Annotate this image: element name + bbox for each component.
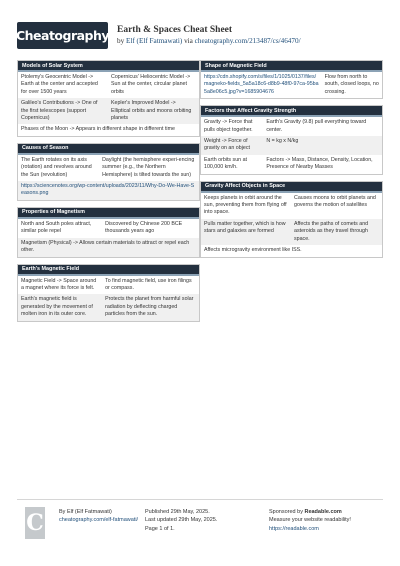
page-count: Page 1 of 1. — [145, 525, 175, 532]
logo-text: Cheatography — [15, 28, 110, 43]
footer-author-block: By Elf (Elf Fatmawati) cheatography.com/elf-fatmawati/ — [59, 509, 139, 524]
left-column — [17, 60, 200, 328]
table-cell: North and South poles attract, similar pole repel — [21, 220, 92, 235]
table-cell: Factors -> Mass, Distance, Density, Location, Presence of Nearby Masses — [266, 156, 373, 171]
table-cell: Earth's Gravity (9.8) pull everything toward center. — [266, 119, 367, 133]
table-cell: N = kg x N/kg — [266, 138, 299, 145]
table-cell: Copernicus' Heliocentric Model -> Sun at the center, circular planet orbits — [111, 74, 191, 95]
table-row — [201, 117, 382, 136]
table-row — [18, 98, 199, 124]
section-gravity-affect-objects — [200, 181, 383, 258]
table-cell: The Earth rotates on its axis (rotation) and revolves around the Sun (revolution) — [21, 156, 92, 178]
cheatography-footer-logo — [25, 507, 45, 539]
magnetic-field-image-link[interactable]: https://cdn.shopify.com/s/files/1/1025/0137/files/magneko-fields_5a5a18c6-d8b9-48f0-97ca-95ba5a8e06c5.jpg?v=1685904676 — [204, 74, 319, 95]
sheet-url-link[interactable]: cheatography.com/213487/cs/46470/ — [194, 37, 301, 45]
table-cell: Affects the paths of comets and asteroids as they travel through space. — [294, 220, 369, 242]
table-cell: Keeps planets in orbit around the sun, preventing them from flying off into space. — [204, 194, 287, 216]
sponsor-tagline: Measure your website readability! — [269, 517, 351, 524]
table-cell: Galileo's Contributions -> One of the first telescopes (support Copernicus) — [21, 100, 98, 122]
table-cell: Causes moons to orbit planets and governs the motion of satellites — [294, 194, 376, 209]
published-date: Published 29th May, 2025. — [145, 509, 210, 515]
section-title: Earth's Magnetic Field — [18, 265, 199, 276]
seasons-image-link[interactable]: https://sciencenotes.org/wp-content/uploads/2023/11/Why-Do-We-Have-Seasons.png — [18, 181, 199, 200]
footer-author-link[interactable]: cheatography.com/elf-fatmawati/ — [59, 517, 139, 524]
table-cell: Gravity -> Force that pulls object together. — [204, 119, 253, 133]
footer-logo-letter: C — [26, 510, 44, 536]
section-factors-gravity-strength — [200, 105, 383, 174]
footer — [17, 499, 383, 547]
table-row — [201, 193, 382, 219]
table-row — [201, 72, 382, 98]
table-row — [201, 136, 382, 155]
table-cell: Magnetic Field -> Space around a magnet where its force is felt. — [21, 277, 97, 291]
cheatography-logo[interactable] — [17, 22, 108, 49]
table-cell: Protects the planet from harmful solar radiation by deflecting charged particles from the sun. — [105, 296, 194, 318]
footer-author: Elf (Elf Fatmawati) — [66, 509, 112, 515]
table-row — [18, 219, 199, 238]
table-cell: Daylight (the hemisphere experi-encing summer (e.g., the Northern Hemisphere) is tilted towards the sun) — [102, 156, 195, 178]
table-cell: Flow from north to south, closed loops, no crossing. — [324, 74, 379, 95]
page-title: Earth & Spaces Cheat Sheet — [117, 25, 233, 35]
section-causes-of-season — [17, 143, 200, 201]
table-cell: To find magnetic field, use iron filings or compass. — [105, 277, 192, 291]
section-title: Models of Solar System — [18, 61, 199, 72]
table-row — [18, 155, 199, 181]
section-title: Shape of Magnetic Field — [201, 61, 382, 72]
section-models-of-solar-system — [17, 60, 200, 137]
table-row: Magnetism (Physical) -> Allows certain materials to attract or repel each other. — [18, 238, 199, 257]
section-title: Factors that Affect Gravity Strength — [201, 106, 382, 117]
section-title: Causes of Season — [18, 144, 199, 155]
sponsor-link[interactable]: https://readable.com — [269, 525, 319, 532]
table-cell: Discovered by Chinese 200 BCE thousands years ago — [105, 220, 183, 235]
table-row — [18, 276, 199, 295]
table-cell: Pulls matter together, which is how stars and galaxies are formed — [204, 220, 286, 235]
table-row — [201, 219, 382, 245]
section-earths-magnetic-field — [17, 264, 200, 322]
footer-sponsor-block: Sponsored by Readable.com Measure your website readability! https://readable.com — [269, 509, 351, 532]
sponsor-name: Readable.com — [304, 509, 342, 515]
table-cell: Weight -> Force of gravity on an object — [204, 138, 250, 152]
section-title: Properties of Magnetism — [18, 208, 199, 219]
table-cell: Earth orbits sun at 100,000 km/h. — [204, 156, 247, 171]
author-link[interactable]: Elf (Elf Fatmawati) — [125, 37, 183, 45]
table-cell: Earth's magnetic field is generated by the movement of molten iron in its outer core. — [21, 296, 93, 318]
table-row — [201, 155, 382, 174]
table-cell: Ptolemy's Geocentric Model -> Earth at the center and accepted for over 1500 years — [21, 74, 98, 95]
updated-date: Last updated 29th May, 2025. — [145, 517, 218, 524]
section-shape-of-magnetic-field — [200, 60, 383, 99]
table-row — [18, 72, 199, 98]
table-row — [18, 294, 199, 320]
section-properties-of-magnetism — [17, 207, 200, 258]
table-row: Phases of the Moon -> Appears in different shape in different time — [21, 126, 175, 133]
footer-dates-block — [145, 508, 217, 533]
table-row: Affects microgravity environment like ISS. — [204, 247, 302, 254]
section-title: Gravity Affect Objects in Space — [201, 182, 382, 193]
page-subtitle: by Elf (Elf Fatmawati) via cheatography.com/213487/cs/46470/ — [117, 37, 301, 45]
table-cell: Kepler's Improved Model -> Elliptical orbits and moons orbiting planets — [111, 100, 192, 122]
right-column — [200, 60, 383, 264]
